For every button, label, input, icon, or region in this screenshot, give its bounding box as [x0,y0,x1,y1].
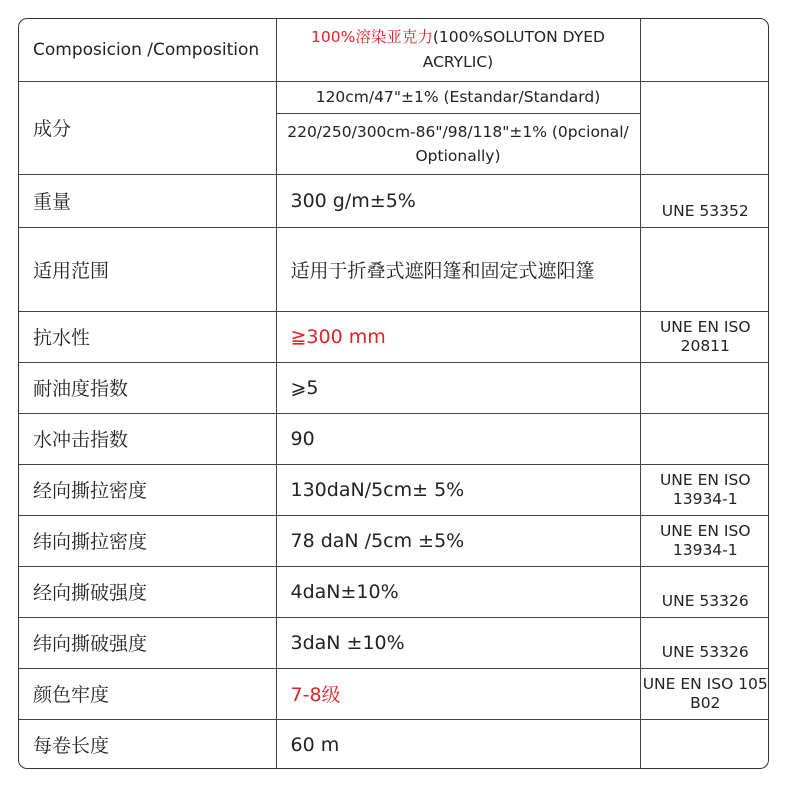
spec-table-frame [18,18,769,769]
row-label: 颜色牢度 [19,668,276,719]
spec-table [19,19,769,769]
row-label: 耐油度指数 [19,362,276,413]
standard-cell [640,413,769,464]
table-row [19,515,769,566]
table-row [19,566,769,617]
table-row [19,464,769,515]
row-label: 适用范围 [19,227,276,311]
standard-cell: UNE 53326 [640,566,769,617]
row-label: 纬向撕拉密度 [19,515,276,566]
width-values [276,81,640,174]
standard-cell [640,227,769,311]
composition-value [276,19,640,81]
standard-cell: UNE 53352 [640,174,769,227]
row-value: ≧300 mm [276,311,640,362]
row-label: Composicion /Composition [19,19,276,81]
row-value: 300 g/m±5% [276,174,640,227]
row-value: 90 [276,413,640,464]
row-value: ⩾5 [276,362,640,413]
table-row [19,413,769,464]
row-label: 重量 [19,174,276,227]
composition-value-en: (100%SOLUTON DYED ACRYLIC) [422,27,605,71]
row-value: 130daN/5cm± 5% [276,464,640,515]
table-row [19,668,769,719]
row-label: 抗水性 [19,311,276,362]
table-row [19,617,769,668]
standard-cell: UNE EN ISO 13934-1 [640,464,769,515]
row-value: 4daN±10% [276,566,640,617]
table-row [19,81,769,174]
standard-cell [640,719,769,769]
row-label: 成分 [19,81,276,174]
standard-cell [640,81,769,174]
row-label: 每卷长度 [19,719,276,769]
standard-cell: UNE 53326 [640,617,769,668]
row-value: 78 daN /5cm ±5% [276,515,640,566]
table-row [19,362,769,413]
width-standard: 120cm/47"±1% (Estandar/Standard) [277,82,640,114]
standard-cell [640,362,769,413]
standard-cell: UNE EN ISO 13934-1 [640,515,769,566]
row-label: 水冲击指数 [19,413,276,464]
row-label: 纬向撕破强度 [19,617,276,668]
row-value: 60 m [276,719,640,769]
table-row [19,719,769,769]
table-row [19,19,769,81]
standard-cell: UNE EN ISO 20811 [640,311,769,362]
standard-cell [640,19,769,81]
table-row [19,174,769,227]
row-value: 适用于折叠式遮阳篷和固定式遮阳篷 [276,227,640,311]
standard-cell: UNE EN ISO 105 B02 [640,668,769,719]
row-label: 经向撕拉密度 [19,464,276,515]
row-value: 3daN ±10% [276,617,640,668]
width-optional: 220/250/300cm-86"/98/118"±1% (0pcional/ Optionally) [287,122,629,165]
row-value: 7-8级 [276,668,640,719]
composition-value-cn: 100%溶染亚克力 [311,27,433,46]
row-label: 经向撕破强度 [19,566,276,617]
table-row [19,227,769,311]
table-row [19,311,769,362]
